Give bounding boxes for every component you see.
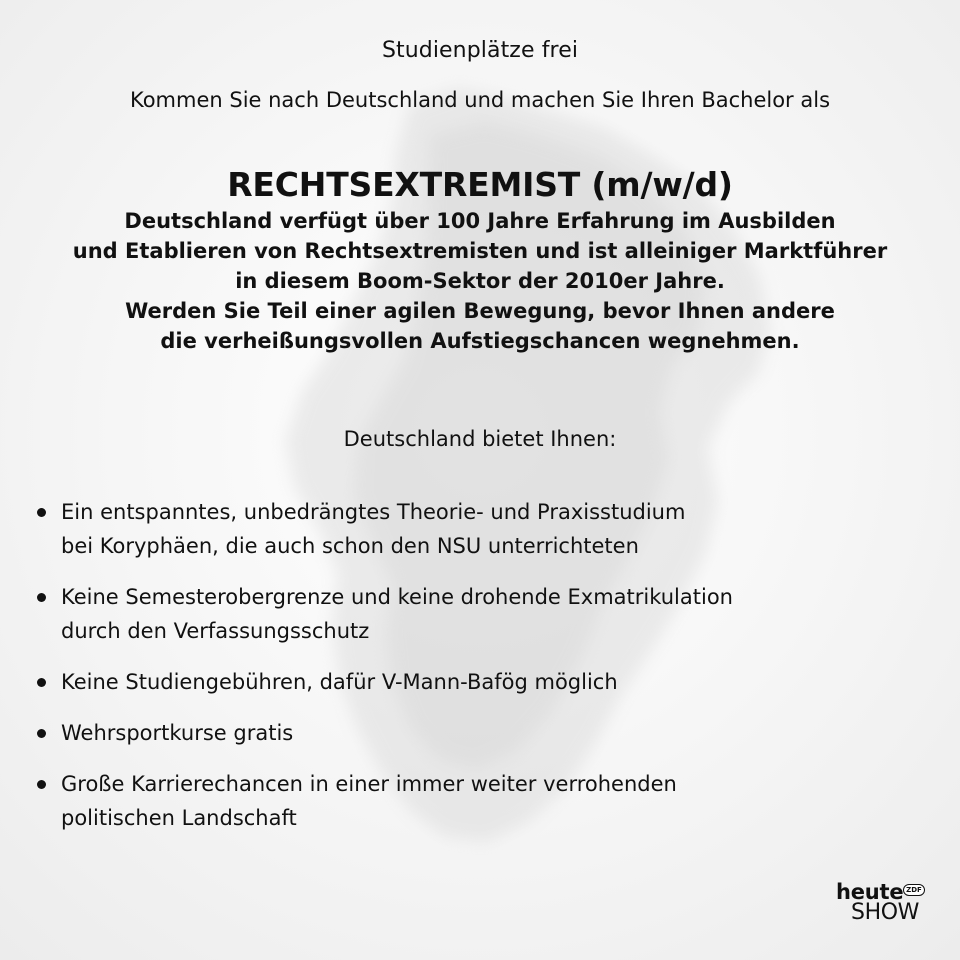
logo-show-text: SHOW <box>851 900 919 925</box>
benefit-item <box>37 665 897 699</box>
zdf-logo-icon: ZDF <box>903 884 925 896</box>
benefit-line: bei Koryphäen, die auch schon den NSU unterrichteten <box>61 534 639 558</box>
logo-heute-text: heute <box>836 880 904 904</box>
benefit-item <box>37 580 897 648</box>
pitch-line: die verheißungsvollen Aufstiegschancen wegnehmen. <box>160 329 800 353</box>
benefit-line: Keine Studiengebühren, dafür V-Mann-Bafög möglich <box>61 670 618 694</box>
benefit-line: Ein entspanntes, unbedrängtes Theorie- und Praxisstudium <box>61 500 686 524</box>
benefit-item <box>37 767 897 835</box>
benefit-line: politischen Landschaft <box>61 806 297 830</box>
eyebrow-text: Studienplätze frei <box>381 38 579 63</box>
benefit-line: Große Karrierechancen in einer immer weiter verrohenden <box>61 772 677 796</box>
benefit-line: Keine Semesterobergrenze und keine drohende Exmatrikulation <box>61 585 733 609</box>
benefit-item <box>37 495 897 563</box>
offer-title: Deutschland bietet Ihnen: <box>343 427 617 451</box>
heute-show-logo <box>836 882 926 932</box>
pitch-paragraph <box>0 206 960 356</box>
headline: RECHTSEXTREMIST (m/w/d) <box>227 165 733 205</box>
benefit-line: Wehrsportkurse gratis <box>61 721 294 745</box>
pitch-line: in diesem Boom-Sektor der 2010er Jahre. <box>235 269 725 293</box>
pitch-line: Werden Sie Teil einer agilen Bewegung, bevor Ihnen andere <box>125 299 835 323</box>
pitch-line: Deutschland verfügt über 100 Jahre Erfahrung im Ausbilden <box>124 209 836 233</box>
benefit-line: durch den Verfassungsschutz <box>61 619 370 643</box>
pitch-line: und Etablieren von Rechtsextremisten und ist alleiniger Marktführer <box>72 239 888 263</box>
benefit-item <box>37 716 897 750</box>
intro-text: Kommen Sie nach Deutschland und machen Sie Ihren Bachelor als <box>129 88 831 112</box>
benefits-list <box>37 495 897 852</box>
